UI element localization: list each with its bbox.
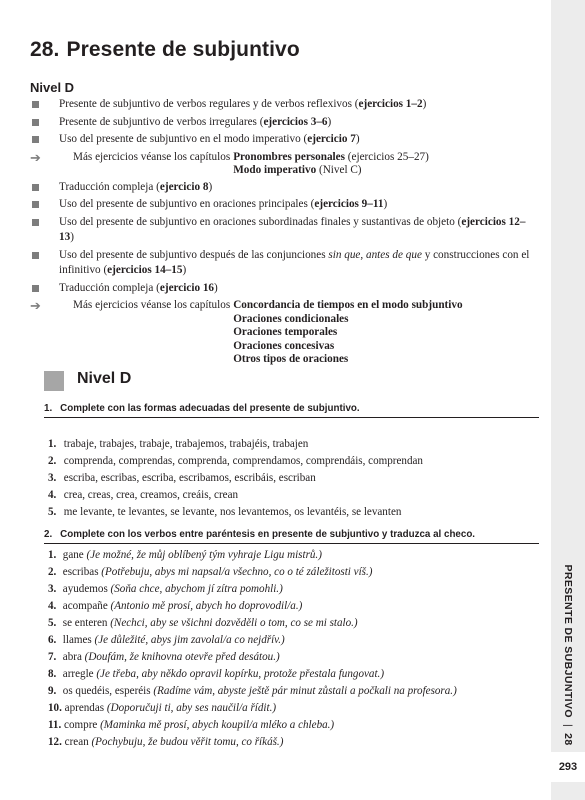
overview-chapter-ref: Pronombres personales (ejercicios 25–27) <box>233 150 429 163</box>
answer-item <box>48 504 423 521</box>
answer-number: 5. <box>48 506 57 518</box>
answer-spanish: os quedéis, esperéis <box>62 685 151 697</box>
overview-item-italic: sin que <box>328 248 361 261</box>
page-number: 293 <box>551 752 585 782</box>
answer-czech: (Je možné, že můj oblíbený tým vyhraje Ligu mistrů.) <box>86 549 322 561</box>
overview-more-lead: Más ejercicios véanse los capítulos <box>73 299 231 311</box>
answer-spanish: acompañe <box>62 600 108 612</box>
chapter-number: 28. <box>30 38 60 61</box>
answer-czech: (Pochybuju, že budou věřit tomu, co říkáš.) <box>91 736 284 748</box>
answer-item <box>48 734 457 751</box>
overview-item: Uso del presente de subjuntivo en oraciones principales (ejercicios 9–11) <box>30 197 540 213</box>
overview-item: Uso del presente de subjuntivo después de las conjunciones sin que, antes de que y construcciones con el infinitivo (ejercicios 14–15) <box>30 248 540 279</box>
overview-chapter-ref: Oraciones temporales <box>233 326 338 338</box>
overview-item-ref: ejercicios 1–2 <box>358 98 423 110</box>
overview-item-ref: ejercicios 12–13 <box>59 215 526 243</box>
answer-number: 3. <box>48 583 57 595</box>
overview-item: Uso del presente de subjuntivo en el modo imperativo (ejercicio 7) <box>30 132 540 148</box>
exercise-1-instruction: Complete con las formas adecuadas del presente de subjuntivo. <box>60 403 360 414</box>
overview-item-ref: ejercicio 16 <box>159 281 215 294</box>
bullet-square-icon <box>32 101 39 108</box>
answer-czech: (Potřebuju, abys mi napsal/a všechno, co o té záležitosti víš.) <box>101 566 373 578</box>
overview-item-ref: ejercicios 3–6 <box>263 115 328 128</box>
side-tab-title: PRESENTE DE SUBJUNTIVO <box>562 564 574 718</box>
exercise-1-number: 1. <box>44 403 53 414</box>
answer-spanish: se enteren <box>62 617 108 629</box>
overview-item: Presente de subjuntivo de verbos irregulares (ejercicios 3–6) <box>30 115 540 131</box>
exercise-2-answers <box>48 547 457 751</box>
answer-spanish: llames <box>62 634 92 646</box>
overview-item: Presente de subjuntivo de verbos regulares y de verbos reflexivos (ejercicios 1–2) <box>30 97 540 113</box>
answer-item <box>48 632 457 649</box>
overview-item-italic: antes de que <box>365 248 422 261</box>
bullet-square-icon <box>32 285 39 292</box>
answer-spanish: gane <box>62 549 84 561</box>
level-banner-title: Nivel D <box>77 370 132 387</box>
answer-item <box>48 700 457 717</box>
level-square-icon <box>44 371 64 391</box>
overview-list <box>30 97 540 369</box>
overview-more-chapters <box>233 150 429 178</box>
answer-spanish: trabaje, trabajes, trabaje, trabajemos, trabajéis, trabajen <box>63 438 309 450</box>
overview-chapter-ref: Otros tipos de oraciones <box>233 353 349 365</box>
answer-item <box>48 487 423 504</box>
answer-spanish: crea, creas, crea, creamos, creáis, crean <box>63 489 239 501</box>
answer-number: 6. <box>48 634 57 646</box>
answer-item <box>48 547 457 564</box>
overview-chapter-ref: Concordancia de tiempos en el modo subjuntivo <box>233 299 463 311</box>
answer-spanish: me levante, te levantes, se levante, nos levantemos, os levantéis, se levanten <box>63 506 402 518</box>
answer-number: 2. <box>48 566 57 578</box>
bullet-square-icon <box>32 136 39 143</box>
overview-level-heading: Nivel D <box>30 80 75 95</box>
overview-more-table <box>73 150 429 178</box>
overview-item: Traducción compleja (ejercicio 16) <box>30 281 540 297</box>
chapter-name: Presente de subjuntivo <box>66 38 300 61</box>
answer-number: 5. <box>48 617 57 629</box>
bullet-square-icon <box>32 252 39 259</box>
answer-number: 2. <box>48 455 57 467</box>
chapter-title <box>30 38 300 62</box>
answer-item <box>48 666 457 683</box>
answer-spanish: aprendas <box>64 702 105 714</box>
overview-item-ref: ejercicios 9–11 <box>314 198 384 210</box>
exercise-1-answers <box>48 436 423 521</box>
side-tab-separator: | <box>562 723 574 728</box>
answer-item <box>48 717 457 734</box>
bullet-square-icon <box>32 201 39 208</box>
answer-item <box>48 598 457 615</box>
answer-item <box>48 564 457 581</box>
arrow-right-icon: ➔ <box>30 149 41 165</box>
answer-number: 1. <box>48 438 57 450</box>
answer-item <box>48 615 457 632</box>
arrow-right-icon: ➔ <box>30 298 41 313</box>
answer-number: 10. <box>48 702 62 714</box>
overview-more-lead: Más ejercicios véanse los capítulos <box>73 150 231 163</box>
overview-more-table <box>73 298 463 367</box>
answer-item <box>48 649 457 666</box>
overview-item-ref: ejercicio 7 <box>307 133 356 145</box>
bullet-square-icon <box>32 119 39 126</box>
overview-chapter-ref: Oraciones condicionales <box>233 312 349 325</box>
bullet-square-icon <box>32 184 39 191</box>
answer-spanish: crean <box>64 736 89 748</box>
overview-more-chapters <box>233 298 462 367</box>
answer-item <box>48 683 457 700</box>
answer-number: 3. <box>48 472 57 484</box>
answer-czech: (Doufám, že knihovna otevře před desátou.) <box>84 651 280 663</box>
exercise-2-instruction: Complete con los verbos entre paréntesis en presente de subjuntivo y traduzca al checo. <box>60 529 476 540</box>
overview-chapter-ref: Modo imperativo (Nivel C) <box>233 164 362 176</box>
answer-item <box>48 436 423 453</box>
answer-spanish: escribas <box>62 566 99 578</box>
answer-spanish: abra <box>62 651 82 663</box>
answer-czech: (Je důležité, abys jim zavolal/a co nejdřív.) <box>94 634 285 646</box>
side-tab-number: 28 <box>562 733 574 746</box>
exercise-2-number: 2. <box>44 529 53 540</box>
answer-spanish: escriba, escribas, escriba, escribamos, escribáis, escriban <box>63 472 316 484</box>
overview-item-ref: ejercicio 8 <box>159 180 209 193</box>
overview-chapter-suffix: (ejercicios 25–27) <box>344 150 429 163</box>
answer-number: 7. <box>48 651 57 663</box>
overview-chapter-ref: Oraciones concesivas <box>233 339 335 352</box>
answer-number: 11. <box>48 719 62 731</box>
answer-spanish: ayudemos <box>62 583 108 595</box>
exercise-2-heading <box>44 529 539 544</box>
side-tab-label <box>562 564 574 745</box>
answer-czech: (Doporučuji ti, aby ses naučil/a řídit.) <box>106 702 277 714</box>
answer-item <box>48 470 423 487</box>
overview-more-item <box>30 150 540 178</box>
answer-czech: (Radíme vám, abyste ještě pár minut zůstali a počkali na profesora.) <box>153 685 457 697</box>
answer-spanish: compre <box>64 719 98 731</box>
answer-spanish: comprenda, comprendas, comprenda, comprendamos, comprendáis, comprendan <box>63 455 423 467</box>
answer-czech: (Antonio mě prosí, abych ho doprovodil/a.) <box>110 600 303 612</box>
overview-item-ref: ejercicios 14–15 <box>107 264 183 276</box>
overview-more-item <box>30 298 540 367</box>
answer-item <box>48 581 457 598</box>
answer-czech: (Maminka mě prosí, abych koupil/a mléko a chleba.) <box>100 719 335 731</box>
answer-item <box>48 453 423 470</box>
answer-number: 4. <box>48 600 57 612</box>
answer-czech: (Soňa chce, abychom jí zítra pomohli.) <box>110 583 283 595</box>
answer-czech: (Nechci, aby se všichni dozvěděli o tom, co se mi stalo.) <box>110 617 358 629</box>
answer-number: 4. <box>48 489 57 501</box>
bullet-square-icon <box>32 219 39 226</box>
exercise-1-heading <box>44 403 539 418</box>
answer-number: 9. <box>48 685 57 697</box>
overview-item: Uso del presente de subjuntivo en oraciones subordinadas finales y sustantivas de objeto (ejercicios 12–13) <box>30 215 540 246</box>
overview-item: Traducción compleja (ejercicio 8) <box>30 180 540 196</box>
answer-number: 12. <box>48 736 62 748</box>
answer-spanish: arregle <box>62 668 94 680</box>
overview-chapter-suffix: (Nivel C) <box>316 164 362 176</box>
answer-czech: (Je třeba, aby někdo opravil kopírku, protože přestala fungovat.) <box>96 668 385 680</box>
answer-number: 1. <box>48 549 57 561</box>
answer-number: 8. <box>48 668 57 680</box>
